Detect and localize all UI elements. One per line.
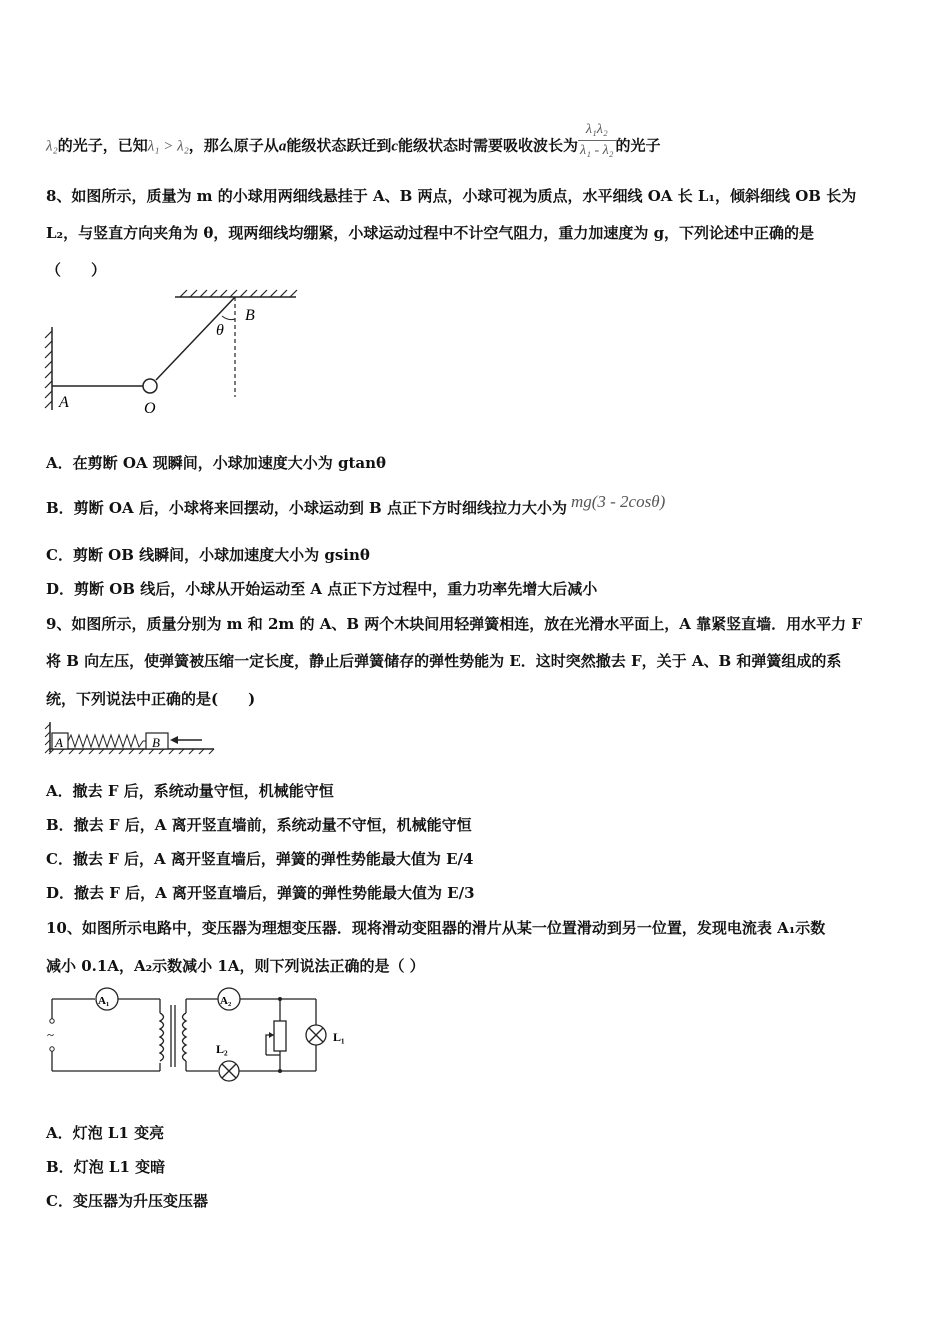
ball [143,379,157,393]
label-a: A [59,394,69,411]
q9-spring-figure [42,718,222,758]
q9-option-d: D．撤去 F 后，A 离开竖直墙后，弹簧的弹性势能最大值为 E/3 [46,884,475,902]
rheostat [274,1021,286,1051]
svg-text:A₂: A₂ [220,995,232,1007]
q9-option-b: B．撤去 F 后，A 离开竖直墙前，系统动量不守恒，机械能守恒 [46,816,472,834]
q8-pendulum-figure [40,285,310,430]
q10-option-c: C．变压器为升压变压器 [46,1192,208,1210]
q8-option-a: A．在剪断 OA 现瞬间，小球加速度大小为 gtanθ [46,454,387,472]
q10-circuit-figure [40,985,360,1085]
q10-option-a: A．灯泡 L1 变亮 [46,1124,165,1142]
q9-stem-line2: 将 B 向左压，使弹簧被压缩一定长度，静止后弹簧储存的弹性势能为 E．这时突然撤去 F，关于 A、B 和弹簧组成的系 [46,652,842,670]
q8-stem-line3: （ ） [46,261,107,279]
lambda2-symbol: λ₂ [46,138,58,155]
intro-line: λ₂的光子，已知λ₁ > λ₂，那么原子从a能级状态跃迁到c能级状态时需要吸收波长为 $\frac{\text{λ₁λ₂}}{\text{λ₁ - λ₂}}$ 的光子 [46,126,661,167]
svg-text:A₁: A₁ [98,995,110,1007]
q9-stem-line3: 统，下列说法中正确的是( ) [46,690,256,708]
q10-stem-line2: 减小 0.1A，A₂示数减小 1A，则下列说法正确的是（ ） [46,957,425,975]
svg-text:L₂: L₂ [216,1042,228,1056]
svg-text:A: A [55,735,63,750]
ac-source-symbol: ~ [47,1027,55,1042]
q10-stem-line1: 10、如图所示电路中，变压器为理想变压器．现将滑动变阻器的滑片从某一位置滑动到另一位置，发现电流表 A₁示数 [46,919,826,937]
q8-stem-line2: L₂，与竖直方向夹角为 θ，现两细线均绷紧，小球运动过程中不计空气阻力，重力加速度为 g，下列论述中正确的是 [46,224,815,242]
q8-stem-line1: 8、如图所示，质量为 m 的小球用两细线悬挂于 A、B 两点，小球可视为质点，水平细线 OA 长 L₁，倾斜细线 OB 长为 [46,187,857,205]
q8-option-b: B．剪断 OA 后，小球将来回摆动，小球运动到 B 点正下方时细线拉力大小为 mg(3 - 2cosθ) [46,492,666,517]
q8-option-d: D．剪断 OB 线后，小球从开始运动至 A 点正下方过程中，重力功率先增大后减小 [46,580,598,598]
q9-stem-line1: 9、如图所示，质量分别为 m 和 2m 的 A、B 两个木块间用轻弹簧相连，放在光滑水平面上，A 靠紧竖直墙．用水平力 F [46,615,863,633]
svg-text:B: B [152,735,160,750]
svg-text:L₁: L₁ [333,1030,345,1044]
q9-option-c: C．撤去 F 后，A 离开竖直墙后，弹簧的弹性势能最大值为 E/4 [46,850,474,868]
label-o: O [144,400,156,417]
q9-option-a: A．撤去 F 后，系统动量守恒，机械能守恒 [46,782,334,800]
label-b: B [245,307,255,324]
q10-option-b: B．灯泡 L1 变暗 [46,1158,166,1176]
label-theta: θ [216,322,224,339]
wavelength-fraction: $\frac{\text{λ₁λ₂}}{\text{λ₁ - λ₂}}$ [580,122,614,158]
tension-formula: mg(3 - 2cosθ) [570,492,666,511]
q8-option-c: C．剪断 OB 线瞬间，小球加速度大小为 gsinθ [46,546,370,564]
